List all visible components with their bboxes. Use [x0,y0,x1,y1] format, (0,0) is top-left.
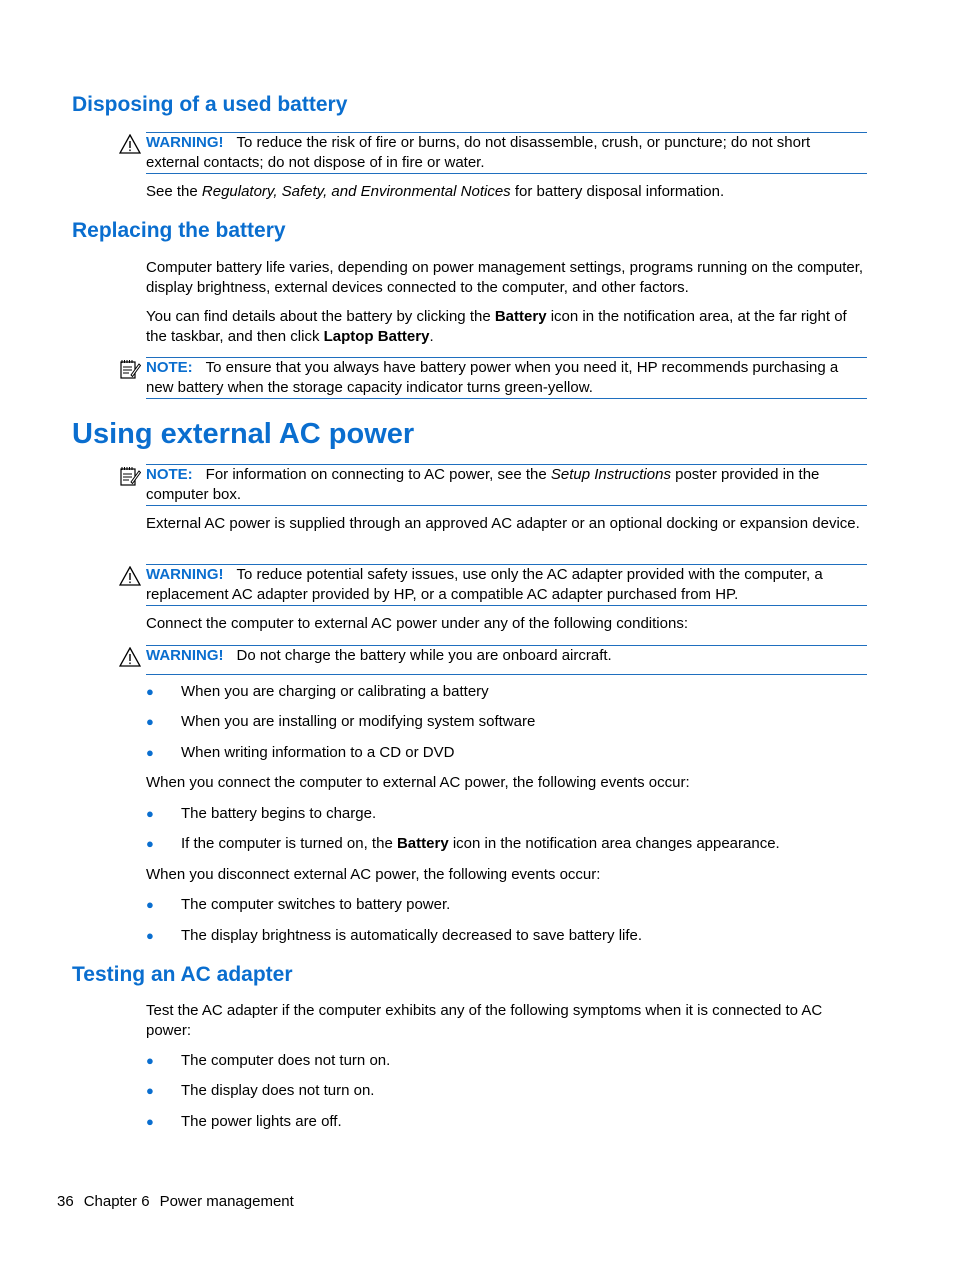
warning-text: Do not charge the battery while you are onboard aircraft. [236,647,612,664]
note-replacing [146,357,867,399]
page-footer [57,1192,304,1212]
battery-term: Battery [494,308,547,325]
battery-term: Battery [396,835,449,852]
setup-instructions-title: Setup Instructions [550,466,671,483]
bullet-icon: ● [146,745,154,760]
warning-text: To reduce the risk of fire or burns, do not disassemble, crush, or puncture; do not short external contacts; do not dispose of in fire or water. [146,134,811,171]
heading-replacing: Replacing the battery [72,219,286,242]
note-label: NOTE: [146,466,193,483]
connect-events-para: When you connect the computer to external AC power, the following events occur: [146,774,690,791]
bullet-icon: ● [146,897,154,912]
note-pad-icon [119,359,141,379]
note-text: To ensure that you always have battery power when you need it, HP recommends purchasing a new battery when the storage capacity indicator turns green-yellow. [146,359,839,396]
bullet-icon: ● [146,928,154,943]
disposal-info-para: See the Regulatory, Safety, and Environmental Notices for battery disposal information. [146,183,725,200]
bullet-icon: ● [146,1083,154,1098]
note-external-ac: NOTE: For information on connecting to AC power, see the Setup Instructions poster provided in the computer box. [146,464,867,506]
warning-triangle-icon [119,647,141,667]
chapter-title: Power management [159,1193,294,1210]
warning-adapter [146,564,867,606]
warning-disposing [146,132,867,174]
notices-title: Regulatory, Safety, and Environmental Notices [201,183,511,200]
page-number: 36 [57,1193,74,1210]
note-pad-icon [119,466,141,486]
testing-para: Test the AC adapter if the computer exhibits any of the following symptoms when it is connected to AC power: [146,1002,823,1039]
bullet-icon: ● [146,1114,154,1129]
bullet-icon: ● [146,1053,154,1068]
warning-text: To reduce potential safety issues, use only the AC adapter provided with the computer, a replacement AC adapter provided by HP, or a compatible AC adapter purchased from HP. [146,566,823,603]
external-ac-supply-para: External AC power is supplied through an approved AC adapter or an optional docking or expansion device. [146,515,860,532]
note-label: NOTE: [146,359,193,376]
connect-conditions-para: Connect the computer to external AC power under any of the following conditions: [146,615,688,632]
warning-triangle-icon [119,134,141,154]
battery-details-para: You can find details about the battery by clicking the Battery icon in the notification area, at the far right of the taskbar, and then click Laptop Battery. [146,308,847,345]
heading-testing: Testing an AC adapter [72,963,293,986]
bullet-icon: ● [146,684,154,699]
warning-aircraft [146,645,867,675]
heading-disposing: Disposing of a used battery [72,93,348,116]
bullet-icon: ● [146,836,154,851]
laptop-battery-term: Laptop Battery [323,327,430,345]
warning-triangle-icon [119,566,141,586]
warning-label: WARNING! [146,134,224,151]
bullet-icon: ● [146,714,154,729]
warning-label: WARNING! [146,647,224,664]
heading-external-ac: Using external AC power [72,418,415,450]
bullet-icon: ● [146,806,154,821]
chapter-label: Chapter 6 [83,1193,150,1210]
battery-life-para: Computer battery life varies, depending on power management settings, programs running on the computer, display brightness, external devices connected to the computer, and other factors. [146,259,864,296]
disconnect-events-para: When you disconnect external AC power, the following events occur: [146,866,601,883]
warning-label: WARNING! [146,566,224,583]
